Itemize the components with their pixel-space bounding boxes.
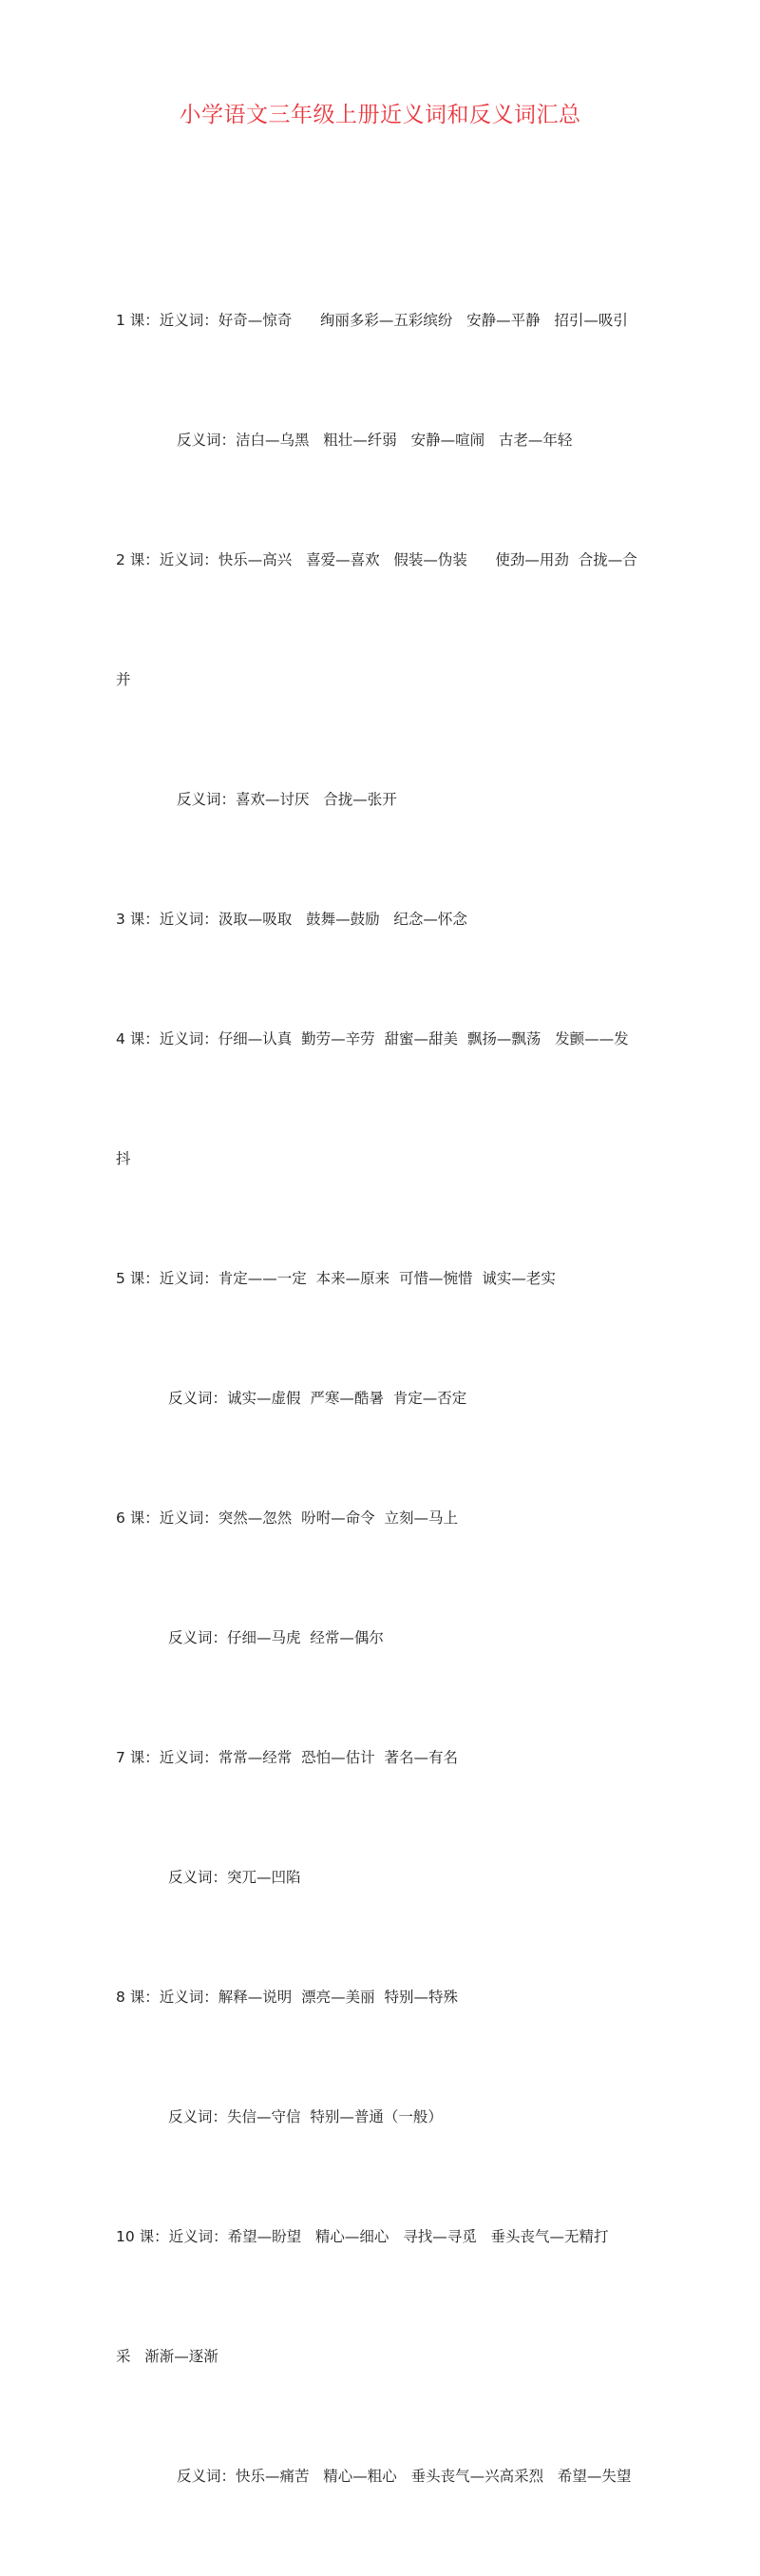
document-title: 小学语文三年级上册近义词和反义词汇总 (179, 103, 581, 127)
lesson-2-synonyms-continued: 并 (116, 671, 131, 688)
lesson-2-antonyms: 反义词：喜欢—讨厌 合拢—张开 (177, 791, 397, 808)
lesson-5-synonyms: 5 课：近义词：肯定——一定 本来—原来 可惜—惋惜 诚实—老实 (116, 1270, 556, 1287)
lesson-8-antonyms: 反义词：失信—守信 特别—普通（一般） (168, 2108, 443, 2125)
lesson-10-synonyms-continued: 采 渐渐—逐渐 (116, 2348, 218, 2365)
lesson-1-synonyms: 1 课：近义词：好奇—惊奇 绚丽多彩—五彩缤纷 安静—平静 招引—吸引 (116, 312, 628, 329)
lesson-1-antonyms: 反义词：洁白—乌黑 粗壮—纤弱 安静—喧闹 古老—年轻 (177, 432, 573, 449)
lesson-6-antonyms: 反义词：仔细—马虎 经常—偶尔 (168, 1629, 384, 1646)
lesson-2-synonyms: 2 课：近义词：快乐—高兴 喜爱—喜欢 假装—伪装 使劲—用劲 合拢—合 (116, 551, 637, 568)
lesson-8-synonyms: 8 课：近义词：解释—说明 漂亮—美丽 特别—特殊 (116, 1989, 458, 2006)
lesson-4-synonyms: 4 课：近义词：仔细—认真 勤劳—辛劳 甜蜜—甜美 飘扬—飘荡 发颤——发 (116, 1030, 629, 1048)
lesson-5-antonyms: 反义词：诚实—虚假 严寒—酷暑 肯定—否定 (168, 1390, 467, 1407)
lesson-7-antonyms: 反义词：突兀—凹陷 (168, 1869, 301, 1886)
lesson-7-synonyms: 7 课：近义词：常常—经常 恐怕—估计 著名—有名 (116, 1749, 458, 1766)
lesson-10-antonyms: 反义词：快乐—痛苦 精心—粗心 垂头丧气—兴高采烈 希望—失望 (177, 2468, 632, 2485)
document-body (116, 221, 648, 2576)
lesson-4-synonyms-continued: 抖 (116, 1150, 131, 1167)
lesson-6-synonyms: 6 课：近义词：突然—忽然 吩咐—命令 立刻—马上 (116, 1509, 458, 1527)
lesson-3-synonyms: 3 课：近义词：汲取—吸取 鼓舞—鼓励 纪念—怀念 (116, 911, 467, 928)
lesson-10-synonyms: 10 课：近义词：希望—盼望 精心—细心 寻找—寻觅 垂头丧气—无精打 (116, 2228, 609, 2245)
